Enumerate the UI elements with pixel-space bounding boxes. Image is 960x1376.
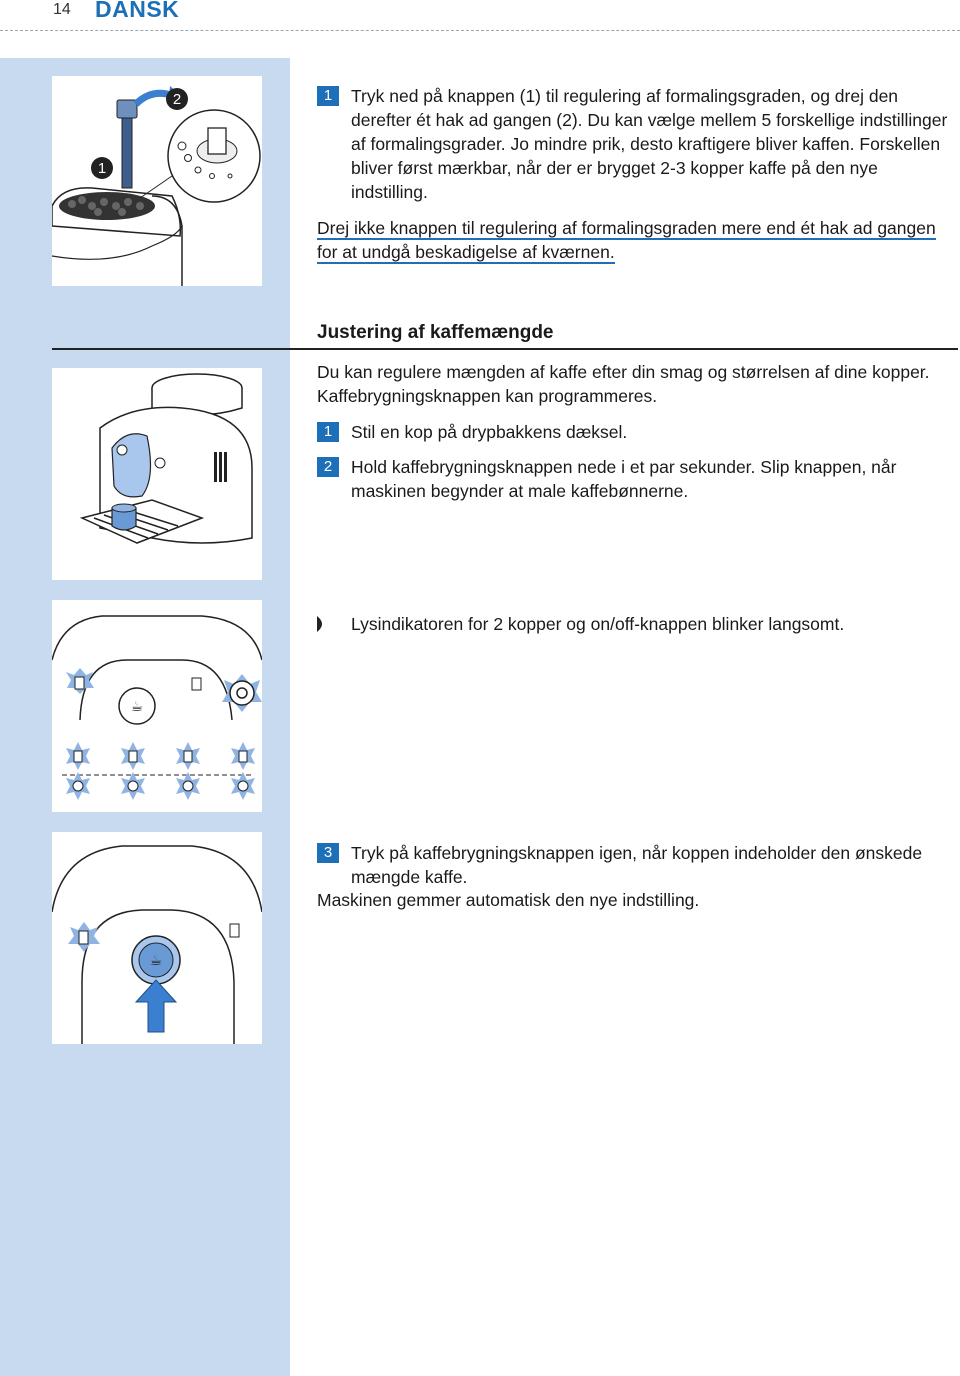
amount-step-1 <box>317 420 957 444</box>
header-divider <box>0 30 960 31</box>
svg-text:☕: ☕ <box>130 699 144 715</box>
amount-step-1-text: Stil en kop på drypbakkens dæksel. <box>351 422 628 442</box>
coffee-machine-illustration <box>52 368 262 580</box>
amount-step-3-text: Tryk på kaffebrygningsknappen igen, når koppen indeholder den ønskede mængde kaffe. <box>351 843 923 887</box>
section-divider <box>52 348 958 350</box>
grind-knob-illustration <box>52 76 262 286</box>
amount-step-3-note: Maskinen gemmer automatisk den nye indstilling. <box>317 890 700 910</box>
page-number: 14 <box>53 1 71 18</box>
svg-text:☕: ☕ <box>149 953 163 969</box>
section-title: Justering af kaffemængde <box>317 322 554 343</box>
illustration-label-2: 2 <box>172 91 182 108</box>
amount-step-2 <box>317 455 957 503</box>
bullet-arrow-icon <box>317 616 327 632</box>
section-intro: Du kan regulere mængden af kaffe efter din smag og størrelsen af dine kopper. Kaffebrygningsknappen kan programmeres. <box>317 362 930 406</box>
amount-step-2-text: Hold kaffebrygningsknappen nede i et par sekunder. Slip knappen, når maskinen begynder at male kaffebønnerne. <box>351 457 897 501</box>
page-header <box>0 0 960 28</box>
amount-step-3 <box>317 841 957 889</box>
illustration-label-1: 1 <box>97 160 107 177</box>
step-number-badge: 1 <box>317 86 339 106</box>
step-number-badge: 1 <box>317 422 339 442</box>
result-bullet-text: Lysindikatoren for 2 kopper og on/off-knappen blinker langsomt. <box>351 614 845 634</box>
result-bullet <box>317 612 957 636</box>
grind-step-1 <box>317 84 957 204</box>
grind-warning-text: Drej ikke knappen til regulering af formalingsgraden mere end ét hak ad gangen for at undgå beskadigelse af kværnen. <box>317 218 936 262</box>
language-heading: DANSK <box>95 0 180 22</box>
step-number-badge: 2 <box>317 457 339 477</box>
control-panel-illustration <box>52 600 262 812</box>
step-number-badge: 3 <box>317 843 339 863</box>
press-button-illustration <box>52 832 262 1044</box>
grind-warning <box>317 216 947 264</box>
grind-step-1-text: Tryk ned på knappen (1) til regulering af formalingsgraden, og drej den derefter ét hak ad gangen (2). Du kan vælge mellem 5 forskellige indstillinger af formalingsgrader. Jo mindre prik, desto kraftigere bliver kaffen. Forskellen bliver først mærkbar, når der er brygget 2-3 kopper kaffe på den nye indstilling. <box>351 86 948 202</box>
